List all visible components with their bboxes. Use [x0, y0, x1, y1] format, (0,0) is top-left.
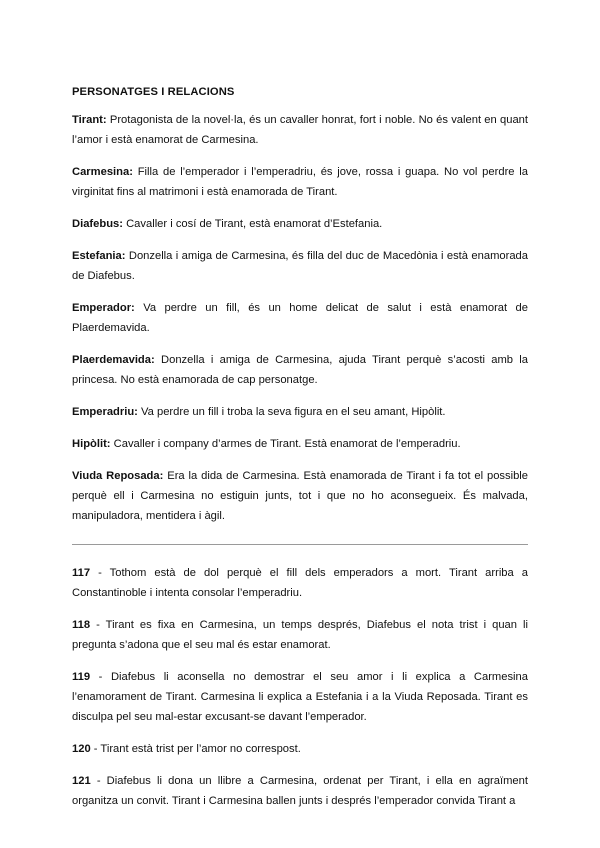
character-entry	[72, 350, 528, 390]
character-name: Plaerdemavida:	[72, 354, 155, 366]
character-description: Va perdre un fill i troba la seva figura en el seu amant, Hipòlit.	[141, 406, 446, 418]
character-entry	[72, 214, 528, 234]
character-name: Tirant:	[72, 114, 107, 126]
chapter-summary	[72, 771, 528, 811]
chapter-text: - Diafebus li dona un llibre a Carmesina, ordenat per Tirant, i ella en agraïment organitza un convit. Tirant i Carmesina ballen junts i després l’emperador convida Tirant a	[72, 775, 528, 807]
character-description: Donzella i amiga de Carmesina, és filla del duc de Macedònia i està enamorada de Diafebus.	[72, 250, 528, 282]
character-description: Era la dida de Carmesina. Està enamorada de Tirant i fa tot el possible perquè ell i Carmesina no estiguin junts, tot i que no ho aconsegueix. És malvada, manipuladora, mentidera i àgil.	[72, 470, 529, 522]
chapter-summary	[72, 615, 528, 655]
character-entry	[72, 434, 528, 454]
character-name: Carmesina:	[72, 166, 133, 178]
chapter-text: - Diafebus li aconsella no demostrar el seu amor i li explica a Carmesina l’enamorament de Tirant. Carmesina li explica a Estefania i a la Viuda Reposada. Tirant es disculpa pel seu mal-estar excusant-se davant l’emperador.	[72, 671, 528, 723]
character-description: Cavaller i cosí de Tirant, està enamorat d’Estefania.	[126, 218, 383, 230]
document-content	[72, 82, 528, 823]
character-entry	[72, 298, 528, 338]
character-name: Emperadriu:	[72, 406, 138, 418]
chapter-text: - Tirant està trist per l’amor no correspost.	[90, 743, 301, 755]
chapter-number: 120	[72, 743, 91, 755]
section-heading: PERSONATGES I RELACIONS	[72, 86, 235, 98]
character-entry	[72, 110, 528, 150]
character-description: Cavaller i company d’armes de Tirant. Està enamorat de l’emperadriu.	[113, 438, 461, 450]
chapter-text: - Tothom està de dol perquè el fill dels emperadors a mort. Tirant arriba a Constantinoble i intenta consolar l’emperadriu.	[72, 567, 528, 599]
character-name: Viuda Reposada:	[72, 470, 164, 482]
chapter-number: 119	[72, 671, 91, 683]
chapter-number: 118	[72, 619, 91, 631]
character-description: Protagonista de la novel·la, és un cavaller honrat, fort i noble. No és valent en quant l’amor i està enamorat de Carmesina.	[72, 114, 528, 146]
character-description: Va perdre un fill, és un home delicat de salut i està enamorat de Plaerdemavida.	[72, 302, 528, 334]
chapter-summaries	[72, 563, 528, 811]
chapter-number: 121	[72, 775, 91, 787]
character-description: Donzella i amiga de Carmesina, ajuda Tirant perquè s’acosti amb la princesa. No està enamorada de cap personatge.	[72, 354, 528, 386]
chapter-summary	[72, 739, 528, 759]
character-name: Estefania:	[72, 250, 126, 262]
character-entry	[72, 246, 528, 286]
horizontal-divider	[72, 544, 528, 545]
chapter-summary	[72, 667, 528, 727]
character-description: Filla de l’emperador i l’emperadriu, és jove, rossa i guapa. No vol perdre la virginitat fins al matrimoni i està enamorada de Tirant.	[72, 166, 528, 198]
character-entry	[72, 402, 528, 422]
character-name: Emperador:	[72, 302, 135, 314]
chapter-text: - Tirant es fixa en Carmesina, un temps després, Diafebus el nota trist i quan li pregunta s’adona que el seu mal és estar enamorat.	[72, 619, 528, 651]
character-name: Diafebus:	[72, 218, 123, 230]
chapter-number: 117	[72, 567, 91, 579]
character-list	[72, 110, 528, 526]
character-entry	[72, 162, 528, 202]
character-name: Hipòlit:	[72, 438, 111, 450]
chapter-summary	[72, 563, 528, 603]
character-entry	[72, 466, 528, 526]
